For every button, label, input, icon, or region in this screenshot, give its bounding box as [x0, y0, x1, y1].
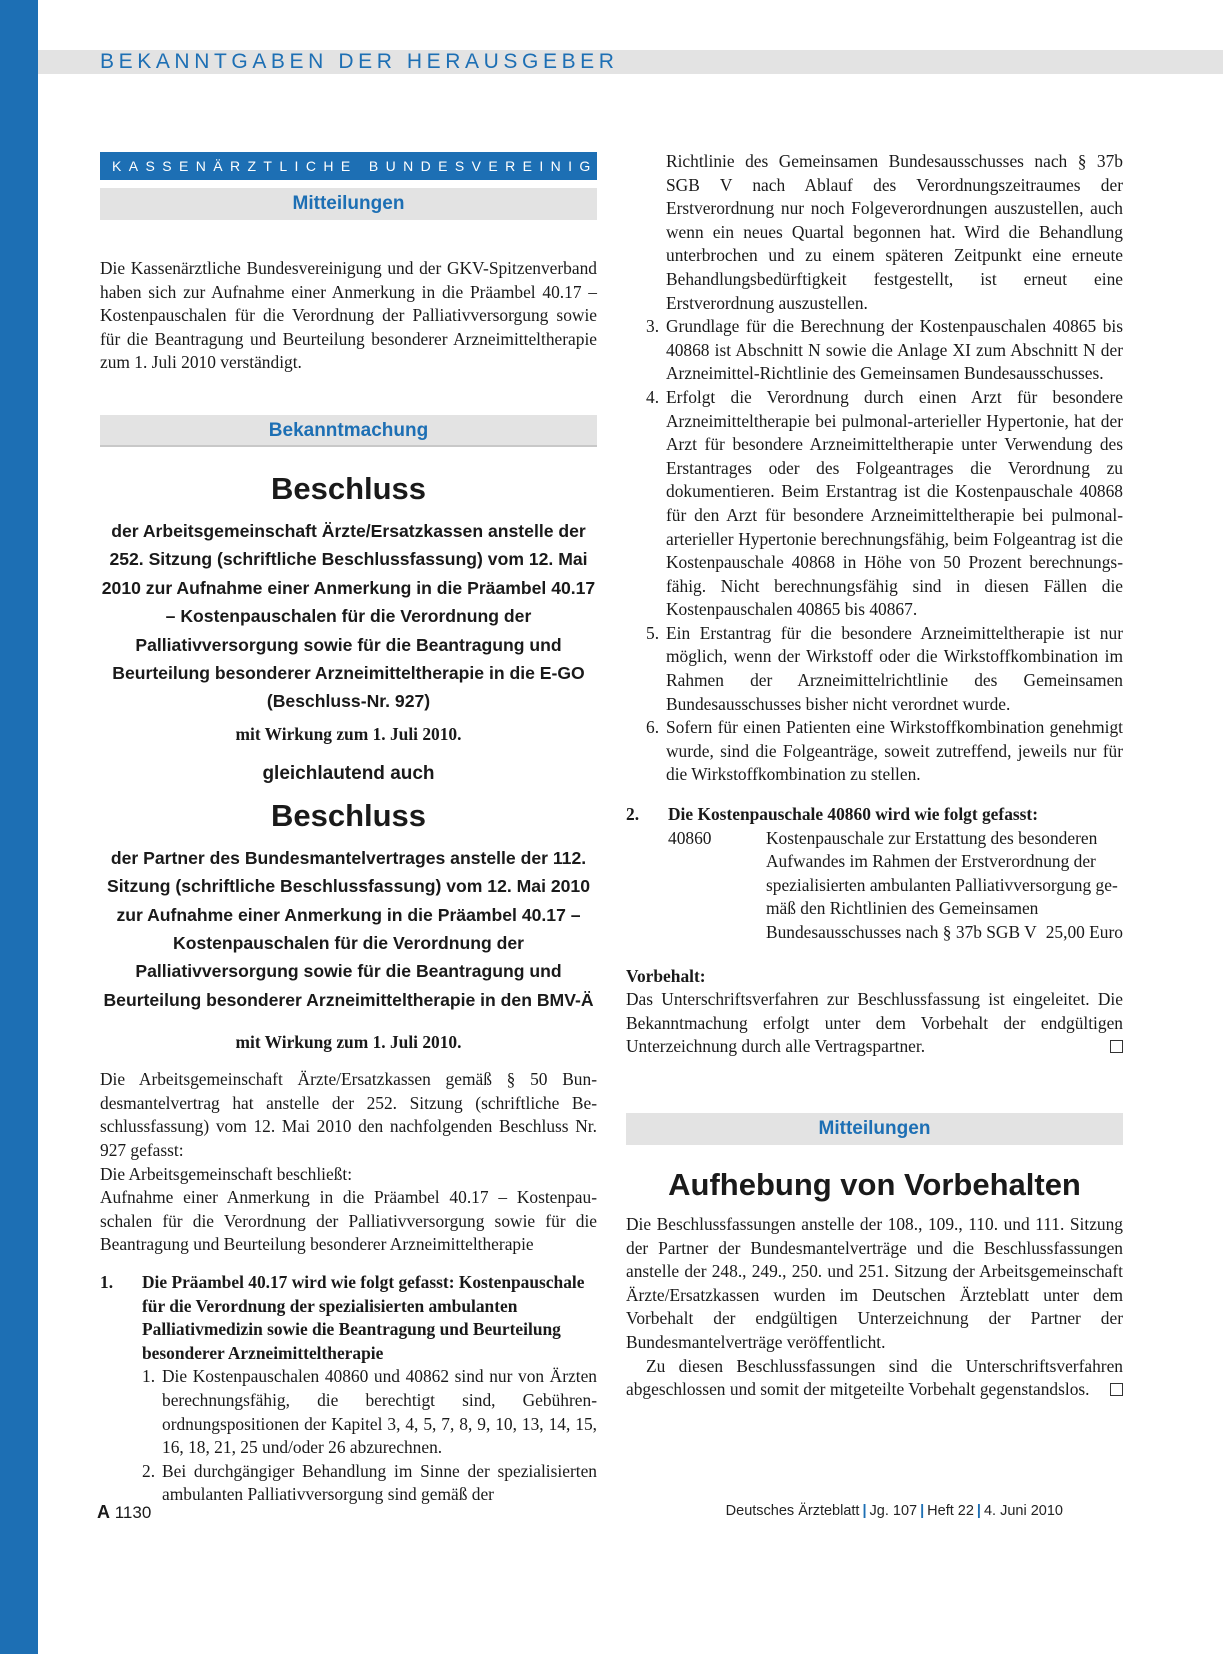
- item-1-sublist: [142, 1365, 597, 1507]
- item-2-number: 2.: [626, 804, 640, 825]
- page-number-value: 1130: [114, 1503, 152, 1522]
- item-2-heading: Die Kostenpauschale 40860 wird wie folgt gefasst:: [668, 804, 1039, 825]
- same-wording-note: gleichlautend auch: [262, 762, 435, 784]
- right-column: [626, 150, 1123, 1402]
- body-paragraph-3: Aufnahme einer Anmerkung in die Präambel 40.17 – Kostenpauschalen für die Verordnung der Palliativversorgung sowie für die Beantragung und Beurteilung besonderer Arzneimitteltherapie: [100, 1187, 597, 1255]
- sub-item-4-number: 4.: [646, 386, 660, 407]
- journal-volume: Jg. 107: [869, 1503, 918, 1519]
- sub-item-5-number: 5.: [646, 622, 660, 643]
- sub-item-6: [646, 716, 1123, 787]
- fee-amount: 25,00 Euro: [1045, 922, 1123, 942]
- article-paragraph-2-text: Zu diesen Beschlussfassungen sind die Unterschriftsverfahren abgeschlossen und somit der mitgeteilte Vorbehalt gegenstandslos.: [626, 1355, 1123, 1400]
- reserve-text: [626, 988, 1123, 1059]
- decision-subtitle-2: der Partner des Bundesmantelvertrages anstelle der 112. Sitzung (schriftliche Beschlussfassung) vom 12. Mai 2010 zur Aufnahme einer Anmerkung in die Präambel 40.17 – Kostenpauschalen für die Verordnung der Palliativversorgung sowie für die Beantragung und Beurteilung besonderer Arzneimitteltherapie in den BMV-Ä: [103, 847, 594, 1010]
- decision-title-2: Beschluss: [270, 797, 427, 833]
- journal-issue: Heft 22: [927, 1503, 974, 1519]
- sub-item-1-text: Die Kostenpauschalen 40860 und 40862 sind nur von Ärzten berechnungsfähig, die berechtigt sind, Gebührenordnungspositionen der Kapitel 3, 4, 5, 7, 8, 9, 10, 13, 14, 15, 16, 18, 21, 25 und/oder 26 abzurechnen.: [162, 1366, 597, 1458]
- page-prefix: A: [97, 1502, 110, 1522]
- fee-entry-40860: [668, 827, 1123, 945]
- decision-title-1: Beschluss: [270, 470, 427, 506]
- end-mark-icon: [1110, 1040, 1123, 1053]
- effective-date-1: mit Wirkung zum 1. Juli 2010.: [235, 723, 462, 744]
- separator: |: [976, 1503, 981, 1519]
- fee-description: Kostenpauschale zur Erstattung des besonderen Aufwandes im Rahmen der Erstverordnung der spezialisierten ambulanten Palliativversorgung gemäß den Richtlinien des Gemeinsamen Bundesausschusses nach § 37b SGB V: [766, 827, 1118, 942]
- left-column: [100, 152, 652, 1507]
- separator: |: [920, 1503, 925, 1519]
- journal-name: Deutsches Ärzteblatt: [725, 1503, 860, 1519]
- section-header: BEKANNTGABEN DER HERAUSGEBER: [100, 50, 619, 73]
- sub-item-4: [646, 386, 1123, 622]
- item-1-heading: Die Präambel 40.17 wird wie folgt gefasst: Kostenpauschale für die Verordnung der spezialisierten ambulanten Palliativmedizin sowie die Beantragung und Beurteilung besonderer Arzneimitteltherapie: [142, 1272, 585, 1363]
- item-2: [626, 803, 1123, 827]
- sub-item-2-text: Bei durchgängiger Behandlung im Sinne der spezialisierten ambulanten Palliativversorgung sind gemäß der: [162, 1460, 597, 1505]
- heading-mitteilungen: Mitteilungen: [100, 188, 597, 220]
- article-title: Aufhebung von Vorbehalten: [668, 1166, 1081, 1202]
- body-paragraph-2: Die Arbeitsgemeinschaft beschließt:: [100, 1163, 353, 1184]
- sub-item-3-text: Grundlage für die Berechnung der Kostenpauschalen 40865 bis 40868 ist Abschnitt N sowie die Anlage XI zum Abschnitt N der Arzneimittel-Richtlinie des Gemeinsamen Bundesausschusses.: [666, 316, 1123, 384]
- article-paragraph-1: Die Beschlussfassungen anstelle der 108., 109., 110. und 111. Sitzung der Partner der Bundesmantelverträge und die Beschlussfassungen anstelle der 248., 249., 250. und 251. Sitzung der Arbeitsgemeinschaft Ärzte/Ersatzkassen wurden im Deutschen Ärzteblatt unter dem Vorbehalt der endgültigen Unterzeichnung der Partner der Bundesmantelverträge veröffentlicht.: [626, 1213, 1123, 1352]
- side-color-bar: [0, 0, 38, 1654]
- fee-code: 40860: [668, 827, 712, 848]
- reserve-text-content: Das Unterschriftsverfahren zur Beschlussfassung ist eingeleitet. Die Bekanntmachung erfolgt unter dem Vorbehalt der endgültigen Unterzeichnung durch alle Vertragspartner.: [626, 989, 1123, 1057]
- sub-item-4-text: Erfolgt die Verordnung durch einen Arzt für besondere Arzneimitteltherapie bei pulmonal-arterieller Hypertonie, hat der Arzt für besondere Arzneimitteltherapie unter Verwendung des Erstantrages oder des Folgeantrages die Verordnung zu dokumentieren. Beim Erstantrag ist die Kostenpauschale 40868 für den Arzt für besondere Arzneimitteltherapie bei pulmonal-arterieller Hypertonie berechnungsfähig, beim Folgeantrag ist die Kostenpauschale 40868 in Höhe von 50 Prozent berechnungsfähig. Nicht berechnungsfähig sind in diesen Fällen die Kostenpauschalen 40865 bis 40867.: [666, 386, 1123, 620]
- journal-citation: [726, 1503, 1063, 1519]
- sub-item-6-number: 6.: [646, 717, 660, 738]
- sub-item-3-number: 3.: [646, 316, 660, 337]
- item-1: [100, 1271, 597, 1507]
- heading-mitteilungen-2: Mitteilungen: [626, 1113, 1123, 1145]
- sub-item-3: [646, 315, 1123, 386]
- intro-paragraph: Die Kassenärztliche Bundesvereinigung und der GKV-Spitzenverband haben sich zur Aufnahme einer Anmerkung in die Präambel 40.17 – Kostenpauschalen für die Verordnung der Palliativversorgung sowie für die Beantragung und Beurteilung besonderer Arzneimitteltherapie zum 1. Juli 2010 verständigt.: [100, 258, 597, 373]
- sub-item-5-text: Ein Erstantrag für die besondere Arzneimitteltherapie ist nur möglich, wenn der Wirkstoff oder die Wirkstoffkombination im Rahmen der Arzneimittelrichtlinie des Gemeinsamen Bundesausschusses bisher nicht verordnet wurde.: [666, 622, 1123, 714]
- org-bar: KASSENÄRZTLICHE BUNDESVEREINIGUNG: [100, 152, 597, 180]
- end-mark-icon: [1110, 1383, 1123, 1396]
- effective-date-2: mit Wirkung zum 1. Juli 2010.: [235, 1032, 462, 1053]
- item-1-sublist-continued: [646, 150, 1123, 787]
- sub-item-1: [142, 1365, 597, 1459]
- article-paragraph-2: [626, 1355, 1123, 1402]
- sub-item-1-number: 1.: [142, 1366, 156, 1387]
- item-1-number: 1.: [100, 1272, 114, 1292]
- body-paragraph-1: Die Arbeitsgemeinschaft Ärzte/Ersatzkassen gemäß § 50 Bundesmantelvertrag hat anstelle der 252. Sitzung (schriftliche Beschlussfassung) vom 12. Mai 2010 den nachfolgenden Beschluss Nr. 927 gefasst:: [100, 1069, 597, 1161]
- sub-item-6-text: Sofern für einen Patienten eine Wirkstoffkombination genehmigt wurde, sind die Folgeanträge, soweit zutreffend, jeweils nur für die Wirkstoffkombination zu stellen.: [666, 717, 1123, 785]
- sub-item-2-number: 2.: [142, 1460, 156, 1481]
- heading-bekanntmachung: Bekanntmachung: [100, 415, 597, 447]
- journal-date: 4. Juni 2010: [983, 1503, 1063, 1519]
- reserve-label: Vorbehalt:: [626, 965, 706, 986]
- sub-item-2-continued-text: Richtlinie des Gemeinsamen Bundesausschusses nach § 37b SGB V nach Ablauf des Verordnungszeitraumes der Erstverordnung nur noch Folgeverordnungen auszustellen, auch wenn ein neues Quartal begonnen hat. Wird die Behandlung unterbrochen und zu einem späteren Zeitpunkt eine erneute Behandlungsbedürftigkeit festgestellt, ist erneut eine Erstverordnung auszustellen.: [666, 151, 1123, 313]
- page-number: [97, 1502, 151, 1523]
- decision-subtitle-1: der Arbeitsgemeinschaft Ärzte/Ersatzkassen anstelle der 252. Sitzung (schriftliche Beschlussfassung) vom 12. Mai 2010 zur Aufnahme einer Anmerkung in die Präambel 40.17 – Kostenpauschalen für die Verordnung der Palliativversorgung sowie für die Beantragung und Beurteilung besonderer Arzneimitteltherapie in die E-GO (Beschluss-Nr. 927): [101, 520, 596, 712]
- sub-item-2: [142, 1460, 597, 1507]
- sub-item-5: [646, 622, 1123, 716]
- separator: |: [862, 1503, 867, 1519]
- sub-item-2-continued: [646, 150, 1123, 315]
